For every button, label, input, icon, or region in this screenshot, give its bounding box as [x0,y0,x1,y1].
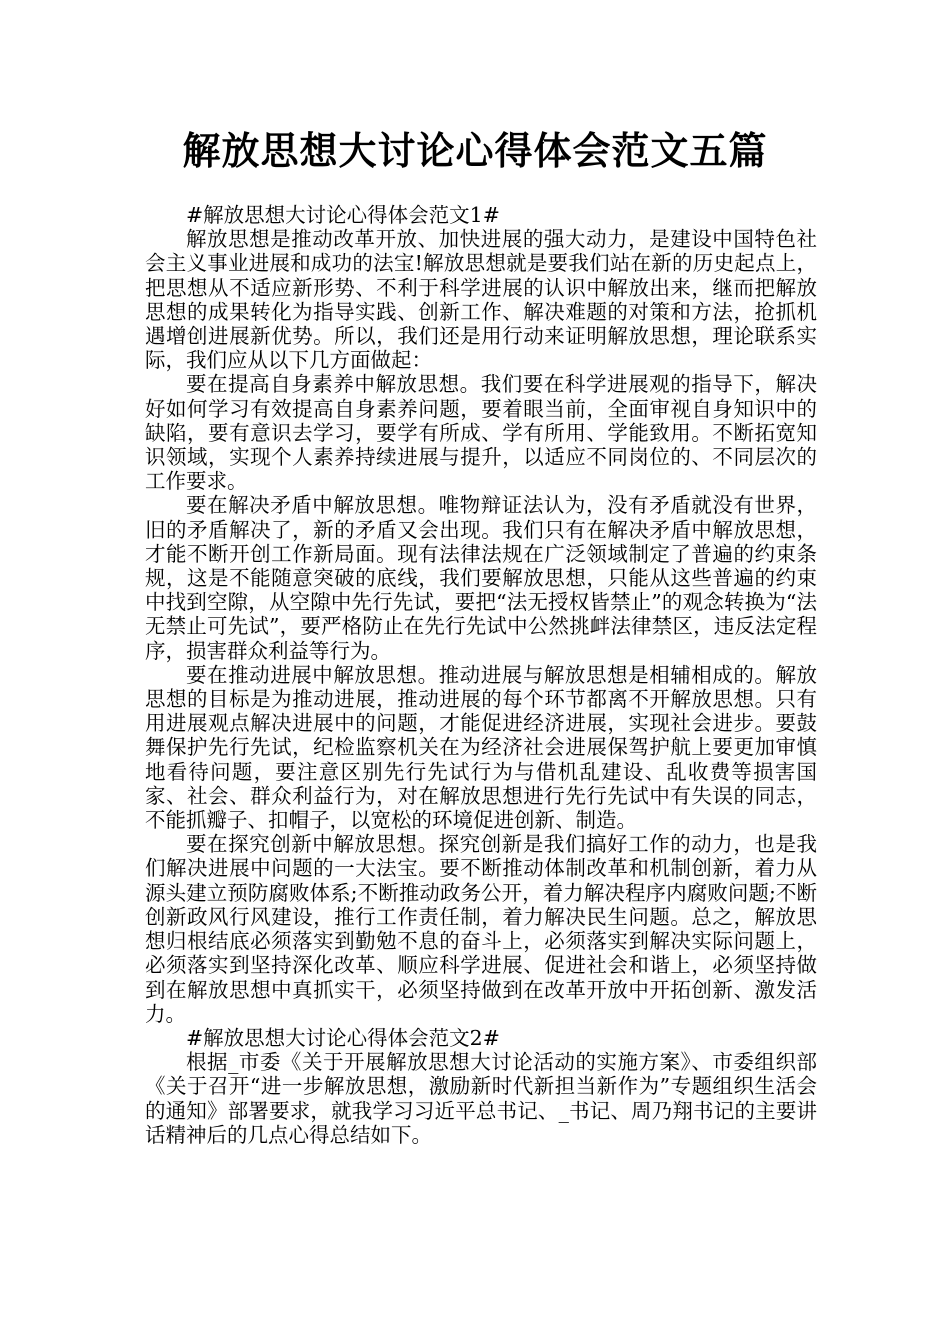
paragraph-intro: 解放思想是推动改革开放、加快进展的强大动力，是建设中国特色社会主义事业进展和成功的法宝!解放思想就是要我们站在新的历史起点上，把思想从不适应新形势、不利于科学进展的认识中解放出来，继而把解放思想的成果转化为指导实践、创新工作、解决难题的对策和方法，抢抓机遇增创进展新优势。所以，我们还是用行动来证明解放思想，理论联系实际，我们应从以下几方面做起： [145,227,817,373]
document-title: 解放思想大讨论心得体会范文五篇 [182,129,768,173]
document-body [145,203,817,1147]
section-heading-2: #解放思想大讨论心得体会范文2# [186,1025,500,1050]
paragraph-promote-development: 要在推动进展中解放思想。推动进展与解放思想是相辅相成的。解放思想的目标是为推动进展，推动进展的每个环节都离不开解放思想。只有用进展观点解决进展中的问题，才能促进经济进展，实现社会进步。要鼓舞保护先行先试，纪检监察机关在为经济社会进展保驾护航上要更加审慎地看待问题，要注意区别先行先试行为与借机乱建设、乱收费等损害国家、社会、群众利益行为，对在解放思想进行先行先试中有失误的同志，不能抓瓣子、扣帽子，以宽松的环境促进创新、制造。 [145,662,817,833]
paragraph-self-quality: 要在提高自身素养中解放思想。我们要在科学进展观的指导下，解决好如何学习有效提高自身素养问题，要着眼当前，全面审视自身知识中的缺陷，要有意识去学习，要学有所成、学有所用、学能致用。不断拓宽知识领域，实现个人素养持续进展与提升，以适应不同岗位的、不同层次的工作要求。 [145,372,817,494]
paragraph-section-2-intro: 根据_市委《关于开展解放思想大讨论活动的实施方案》、市委组织部《关于召开“进一步解放思想，激励新时代新担当新作为”专题组织生活会的通知》部署要求，就我学习习近平总书记、_书记、周乃翔书记的主要讲话精神后的几点心得总结如下。 [145,1050,817,1147]
section-heading-1: #解放思想大讨论心得体会范文1# [186,203,500,227]
paragraph-resolve-contradictions: 要在解决矛盾中解放思想。唯物辩证法认为，没有矛盾就没有世界，旧的矛盾解决了，新的矛盾又会出现。我们只有在解决矛盾中解放思想，才能不断开创工作新局面。现有法律法规在广泛领域制定了普遍的约束条规，这是不能随意突破的底线，我们要解放思想，只能从这些普遍的约束中找到空隙，从空隙中先行先试，要把“法无授权皆禁止”的观念转换为“法无禁止可先试”，要严格防止在先行先试中公然挑衅法律禁区，违反法定程序，损害群众利益等行为。 [145,493,817,663]
paragraph-explore-innovation: 要在探究创新中解放思想。探究创新是我们搞好工作的动力，也是我们解决进展中问题的一大法宝。要不断推动体制改革和机制创新，着力从源头建立预防腐败体系;不断推动政务公开，着力解决程序内腐败问题;不断创新政风行风建设，推行工作责任制，着力解决民生问题。总之，解放思想归根结底必须落实到勤勉不息的奋斗上，必须落实到解决实际问题上，必须落实到坚持深化改革、顺应科学进展、促进社会和谐上，必须坚持做到在解放思想中真抓实干，必须坚持做到在改革开放中开拓创新、激发活力。 [145,832,817,1026]
